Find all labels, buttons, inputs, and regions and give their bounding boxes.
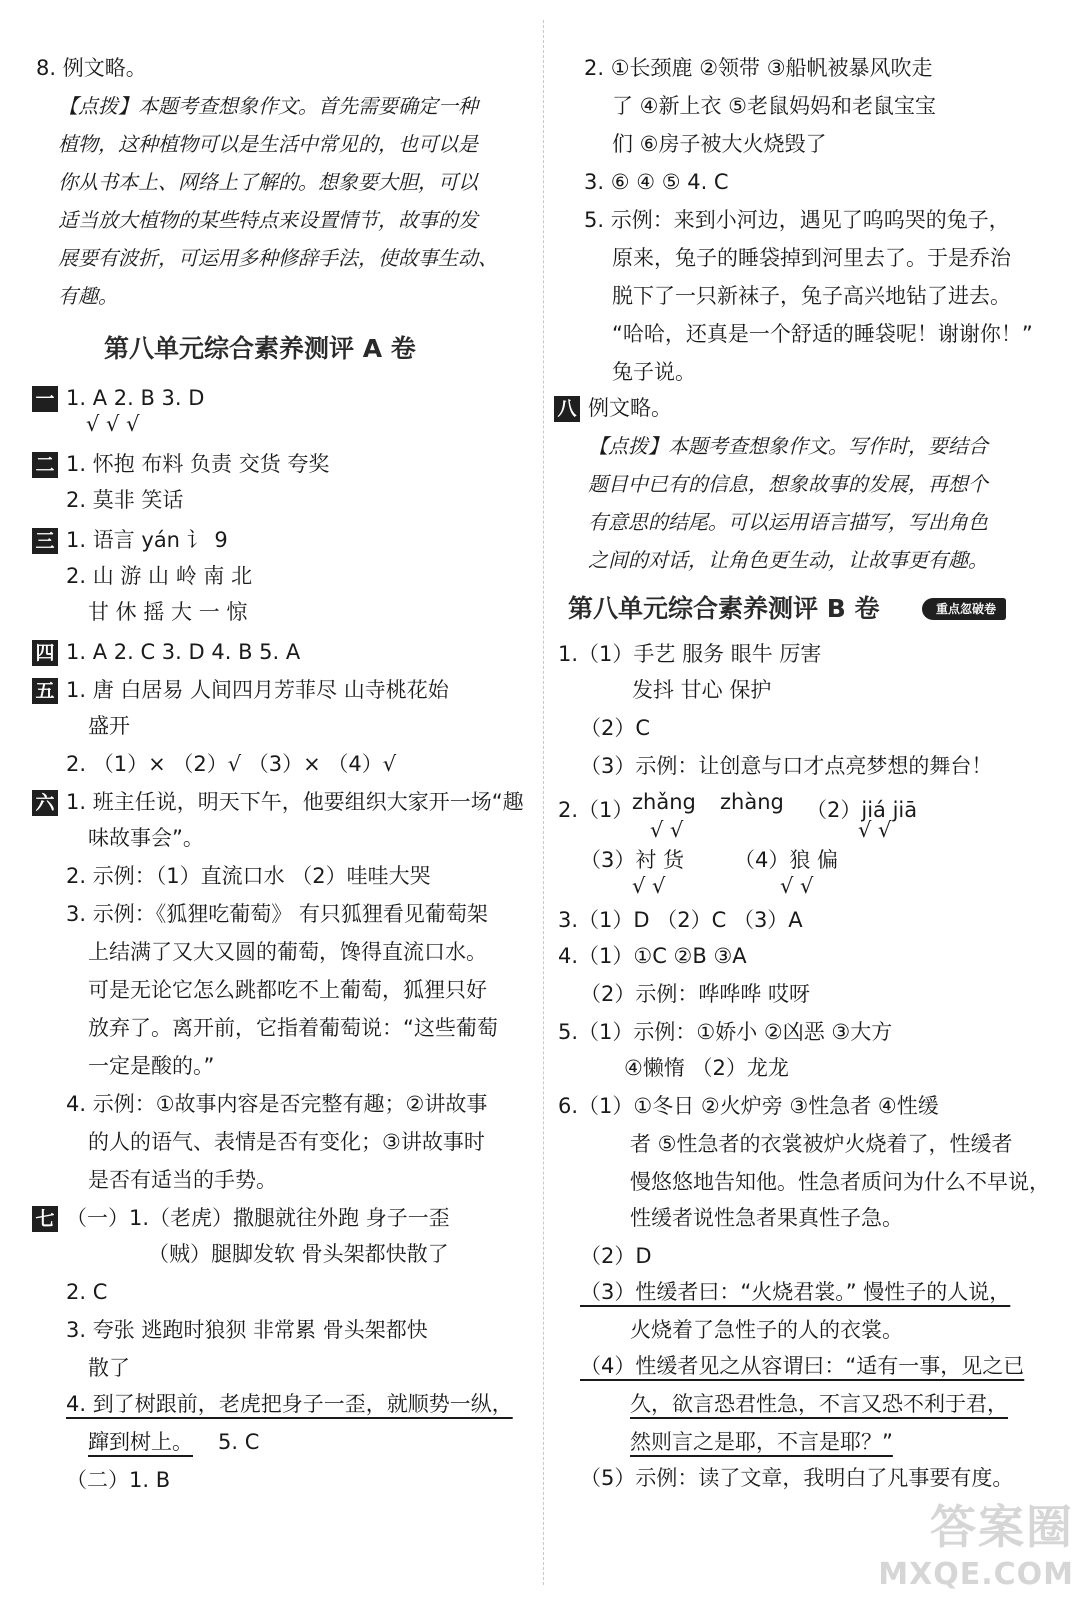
answer-line: 散了 — [88, 1356, 130, 1380]
answer-line: 例文略。 — [588, 396, 672, 420]
answer-line: 味故事会”。 — [88, 826, 204, 850]
answer-line: 的人的语气、表情是否有变化；③讲故事时 — [88, 1130, 485, 1154]
answer-line: （二）1. B — [66, 1468, 171, 1492]
answer-line: ④懒惰 （2）龙龙 — [624, 1056, 789, 1080]
answer-line: 1. A 2. C 3. D 4. B 5. A — [66, 640, 301, 664]
answer-line: （5）示例：读了文章，我明白了凡事要有度。 — [580, 1466, 1014, 1490]
answer-line: 1.（1）手艺 服务 眼牛 厉害 — [558, 642, 822, 666]
answer-line: 们 ⑥房子被大火烧毁了 — [612, 132, 827, 156]
section-badge-3: 三 — [32, 528, 58, 554]
answer-line: 2. 示例：（1）直流口水 （2）哇哇大哭 — [66, 864, 431, 888]
hint-8-line: 题目中已有的信息，想象故事的发展，再想个 — [588, 472, 988, 496]
answer-line: 4. 示例：①故事内容是否完整有趣；②讲故事 — [66, 1092, 488, 1116]
underlined-answer: 然则言之是耶，不言是耶？” — [630, 1430, 893, 1454]
answer-line: 火烧着了急性子的人的衣裳。 — [630, 1318, 903, 1342]
answer-line: 5. 示例：来到小河边，遇见了呜呜哭的兔子， — [584, 208, 1010, 232]
column-divider — [543, 20, 544, 1585]
answer-line: 兔子说。 — [612, 360, 696, 384]
section-badge-7: 七 — [32, 1206, 58, 1232]
hint-8-line: 之间的对话，让角色更生动，让故事更有趣。 — [588, 548, 988, 572]
answer-ticks: √ √ √ — [86, 412, 140, 436]
answer-line: 1. 唐 白居易 人间四月芳菲尽 山寺桃花始 — [66, 678, 449, 702]
answer-line: 慢悠悠地告知他。性急者质问为什么不早说， — [630, 1170, 1050, 1194]
hint-a-line: 你从书本上、网络上了解的。想象要大胆，可以 — [58, 170, 478, 194]
answer-line: 2. 山 游 山 岭 南 北 — [66, 564, 253, 588]
section-title-a: 第八单元综合素养测评 A 卷 — [104, 334, 416, 363]
answer-line: （2）jiá jiā — [806, 798, 918, 822]
answer-line: 原来，兔子的睡袋掉到河里去了。于是乔治 — [612, 246, 1011, 270]
section-badge-2: 二 — [32, 452, 58, 478]
pinyin: zhǎng — [632, 790, 696, 814]
section-badge-8: 八 — [554, 396, 580, 422]
underlined-answer: （4）性缓者见之从容谓曰：“适有一事，见之已 — [580, 1354, 1025, 1378]
pinyin: zhàng — [720, 790, 784, 814]
hint-8-line: 【点拨】本题考查想象作文。写作时，要结合 — [588, 434, 988, 458]
answer-line: 4.（1）①C ②B ③A — [558, 944, 747, 968]
answer-line: “哈哈，还真是一个舒适的睡袋呢！谢谢你！” — [612, 322, 1033, 346]
answer-line: 1. A 2. B 3. D — [66, 386, 205, 410]
hint-a-line: 展要有波折，可运用多种修辞手法，使故事生动、 — [58, 246, 498, 270]
watermark-url: MXQE.COM — [878, 1557, 1074, 1592]
answer-line: 1. 怀抱 布料 负责 交货 夸奖 — [66, 452, 330, 476]
section-title-b: 第八单元综合素养测评 B 卷 — [568, 594, 880, 623]
section-badge-6: 六 — [32, 790, 58, 816]
answer-line: 3. 示例：《狐狸吃葡萄》 有只狐狸看见葡萄架 — [66, 902, 488, 926]
answer-line: 1. 语言 yán 讠 9 — [66, 528, 228, 552]
hint-a-line: 植物，这种植物可以是生活中常见的，也可以是 — [58, 132, 478, 156]
section-badge-4: 四 — [32, 640, 58, 666]
answer-ticks: √ √ — [650, 818, 684, 842]
answer-line: 上结满了又大又圆的葡萄，馋得直流口水。 — [88, 940, 487, 964]
answer-line: 一定是酸的。” — [88, 1054, 215, 1078]
underlined-answer: 4. 到了树跟前，老虎把身子一歪，就顺势一纵， — [66, 1392, 513, 1416]
answer-line: 5. C — [218, 1430, 260, 1454]
answer-line: 是否有适当的手势。 — [88, 1168, 277, 1192]
watermark-logo — [878, 1491, 1074, 1592]
answer-line: 3.（1）D （2）C （3）A — [558, 908, 803, 932]
answer-line: （2）示例：哗哗哗 哎呀 — [580, 982, 811, 1006]
answer-line: 可是无论它怎么跳都吃不上葡萄，狐狸只好 — [88, 978, 487, 1002]
answer-line: 者 ⑤性急者的衣裳被炉火烧着了，性缓者 — [630, 1132, 1013, 1156]
answer-line: 发抖 甘心 保护 — [632, 678, 772, 702]
answer-line: 性缓者说性急者果真性子急。 — [630, 1206, 903, 1230]
hint-a-line: 有趣。 — [58, 284, 118, 308]
answer-line: 2. 莫非 笑话 — [66, 488, 184, 512]
answer-line: 脱下了一只新袜子，兔子高兴地钻了进去。 — [612, 284, 1011, 308]
answer-line: 了 ④新上衣 ⑤老鼠妈妈和老鼠宝宝 — [612, 94, 937, 118]
answer-line: 2. （1）× （2）√ （3）× （4）√ — [66, 752, 397, 776]
answer-line: 3. ⑥ ④ ⑤ 4. C — [584, 170, 729, 194]
underlined-answer: 久，欲言恐君性急，不言又恐不利于君， — [630, 1392, 1008, 1416]
answer-ticks: √ √ — [780, 874, 814, 898]
answer-line: （3）示例：让创意与口才点亮梦想的舞台！ — [580, 754, 993, 778]
answer-line: 甘 休 摇 大 一 惊 — [88, 600, 248, 624]
answer-line: 6.（1）①冬日 ②火炉旁 ③性急者 ④性缓 — [558, 1094, 939, 1118]
answer-ticks: √ √ — [632, 874, 666, 898]
hint-a-line: 【点拨】本题考查想象作文。首先需要确定一种 — [58, 94, 478, 118]
answer-line: （2）D — [580, 1244, 652, 1268]
section-badge-1: 一 — [32, 386, 58, 412]
answer-line: 2. ①长颈鹿 ②领带 ③船帆被暴风吹走 — [584, 56, 933, 80]
underlined-answer: （3）性缓者曰：“火烧君裳。” 慢性子的人说， — [580, 1280, 1011, 1304]
answer-line: （一）1.（老虎）撒腿就往外跑 身子一歪 — [66, 1206, 450, 1230]
answer-line: 5.（1）示例：①娇小 ②凶恶 ③大方 — [558, 1020, 893, 1044]
answer-line: （贼）腿脚发软 骨头架都快散了 — [148, 1242, 449, 1266]
section-tag-b: 重点忽破卷 — [922, 598, 1006, 620]
q8-head: 8. 例文略。 — [36, 56, 147, 80]
watermark-text: 答案圈 — [930, 1500, 1074, 1554]
answer-line: 1. 班主任说，明天下午，他要组织大家开一场“趣 — [66, 790, 524, 814]
answer-ticks: √ √ — [858, 818, 892, 842]
answer-line: （3）衬 货 — [580, 848, 685, 872]
hint-a-line: 适当放大植物的某些特点来设置情节，故事的发 — [58, 208, 478, 232]
answer-line: 盛开 — [88, 714, 130, 738]
answer-line: （2）C — [580, 716, 651, 740]
answer-line: 放弃了。离开前，它指着葡萄说：“这些葡萄 — [88, 1016, 498, 1040]
section-badge-5: 五 — [32, 678, 58, 704]
hint-8-line: 有意思的结尾。可以运用语言描写，写出角色 — [588, 510, 988, 534]
answer-line: 2. C — [66, 1280, 108, 1304]
answer-line: 3. 夸张 逃跑时狼狈 非常累 骨头架都快 — [66, 1318, 428, 1342]
underlined-answer: 蹿到树上。 — [88, 1430, 193, 1454]
answer-line: （4）狼 偏 — [734, 848, 839, 872]
answer-line: 2.（1） — [558, 798, 634, 822]
